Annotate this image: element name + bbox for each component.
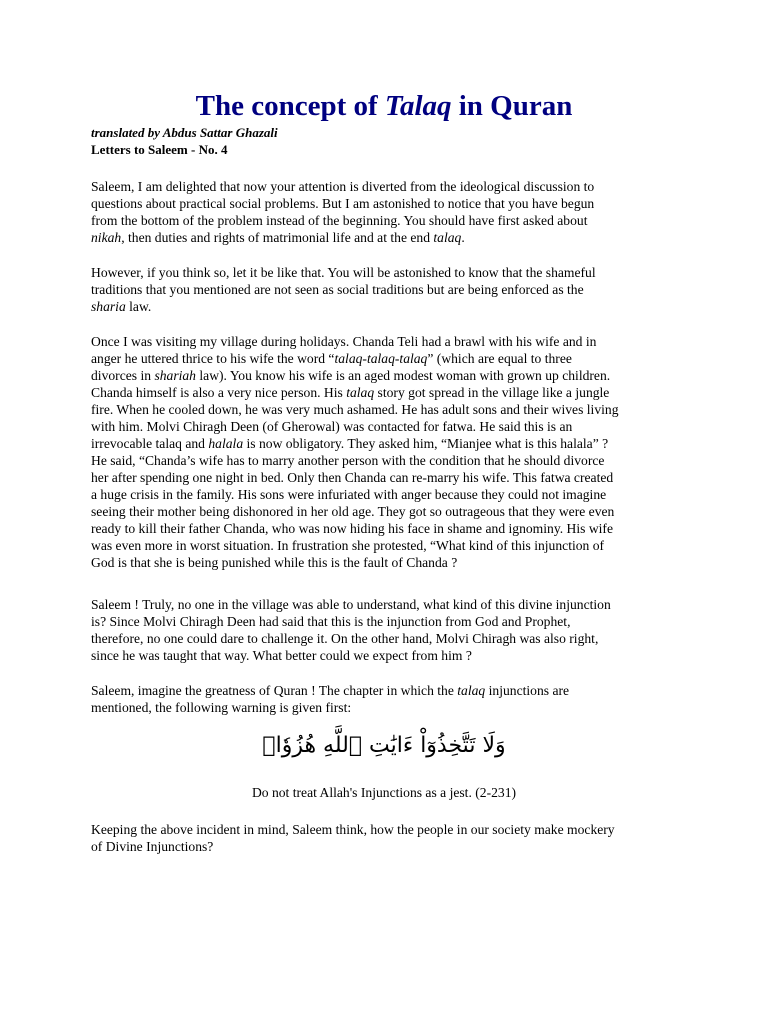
paragraph-line <box>91 418 681 435</box>
text-run: divorces in <box>91 368 155 383</box>
paragraph <box>91 682 681 716</box>
paragraph-line <box>91 350 681 367</box>
text-run: He said, “Chanda’s wife has to marry another person with the condition that he should divorce <box>91 453 605 468</box>
paragraph-line <box>91 699 681 716</box>
italic-term: nikah <box>91 230 122 245</box>
paragraph-line <box>91 838 681 855</box>
byline: translated by Abdus Sattar Ghazali <box>91 125 278 140</box>
text-run: ready to kill their father Chanda, who was now hiding his face in shame and ignominy. His wife <box>91 521 613 536</box>
paragraph-line <box>91 333 681 350</box>
paragraph-line <box>91 682 681 699</box>
text-run: was even more in worst situation. In frustration she protested, “What kind of this injunction of <box>91 538 605 553</box>
paragraph-line <box>91 212 681 229</box>
italic-term: talaq <box>346 385 375 400</box>
text-run: Once I was visiting my village during holidays. Chanda Teli had a brawl with his wife and in <box>91 334 597 349</box>
paragraph-line <box>91 367 681 384</box>
paragraph-line <box>91 503 681 520</box>
italic-term: halala <box>208 436 244 451</box>
text-run: law). You know his wife is an aged modest woman with grown up children. <box>195 368 611 383</box>
paragraph-line <box>91 821 681 838</box>
text-run: from the bottom of the problem instead of the beginning. You should have first asked about <box>91 213 588 228</box>
text-run: since he was taught that way. What better could we expect from him ? <box>91 648 472 663</box>
paragraph-line <box>91 264 681 281</box>
text-run: Keeping the above incident in mind, Saleem think, how the people in our society make mockery <box>91 822 615 837</box>
italic-term: talaq <box>433 230 462 245</box>
paragraph <box>91 333 681 571</box>
italic-term: shariah <box>154 368 196 383</box>
series-label: Letters to Saleem - No. 4 <box>91 142 228 157</box>
text-run: traditions that you mentioned are not seen as social traditions but are being enforced as the <box>91 282 584 297</box>
text-run: is? Since Molvi Chiragh Deen had said that this is the injunction from God and Prophet, <box>91 614 571 629</box>
title-text-end: in Quran <box>451 90 573 122</box>
paragraph-line <box>91 401 681 418</box>
arabic-verse: وَلَا تَتَّخِذُوٓاْ ءَايَٰتِ ٱللَّهِ هُزُوٗاۚ <box>262 733 506 758</box>
text-run: Saleem ! Truly, no one in the village was able to understand, what kind of this divine injunction <box>91 597 611 612</box>
text-run: questions about practical social problems. But I am astonished to notice that you have begun <box>91 196 595 211</box>
text-run: . <box>461 230 465 245</box>
paragraph-line <box>91 596 681 613</box>
paragraph <box>91 264 681 315</box>
document-title <box>0 88 768 124</box>
text-run: story got spread in the village like a jungle <box>374 385 610 400</box>
text-run: mentioned, the following warning is given first: <box>91 700 352 715</box>
text-run: seeing their mother being dishonored in her old age. They got so outrageous that they were even <box>91 504 615 519</box>
italic-term: talaq-talaq-talaq <box>334 351 428 366</box>
paragraph-line <box>91 630 681 647</box>
text-run: is now obligatory. They asked him, “Mianjee what is this halala” ? <box>243 436 609 451</box>
text-run: injunctions are <box>485 683 570 698</box>
paragraph-line <box>91 554 681 571</box>
paragraph-line <box>91 452 681 469</box>
title-text-start: The concept of <box>195 90 385 122</box>
text-run: Chanda himself is also a very nice person. His <box>91 385 347 400</box>
text-run: , then duties and rights of matrimonial life and at the end <box>121 230 434 245</box>
paragraph-line <box>91 647 681 664</box>
text-run: with him. Molvi Chiragh Deen (of Gherowal) was contacted for fatwa. He said this is an <box>91 419 573 434</box>
paragraph-line <box>91 281 681 298</box>
paragraph-line <box>91 298 681 315</box>
verse-translation: Do not treat Allah's Injunctions as a jest. (2-231) <box>251 785 517 800</box>
text-run: a huge crisis in the family. His sons were infuriated with anger because they could not imagine <box>91 487 607 502</box>
paragraph-line <box>91 469 681 486</box>
text-run: law. <box>125 299 152 314</box>
paragraph-line <box>91 435 681 452</box>
paragraph-line <box>91 520 681 537</box>
text-run: Saleem, imagine the greatness of Quran ! The chapter in which the <box>91 683 458 698</box>
paragraph-line <box>91 537 681 554</box>
paragraph-line <box>91 195 681 212</box>
paragraph-line <box>91 178 681 195</box>
text-run: God is that she is being punished while this is the fault of Chanda ? <box>91 555 458 570</box>
text-run: anger he uttered thrice to his wife the word “ <box>91 351 335 366</box>
text-run: Saleem, I am delighted that now your attention is diverted from the ideological discussion to <box>91 179 595 194</box>
paragraph <box>91 178 681 246</box>
paragraph <box>91 596 681 664</box>
paragraph-line <box>91 384 681 401</box>
paragraph <box>91 821 681 855</box>
text-run: However, if you think so, let it be like that. You will be astonished to know that the shameful <box>91 265 596 280</box>
text-run: irrevocable talaq and <box>91 436 209 451</box>
paragraph-line <box>91 613 681 630</box>
paragraph-line <box>91 486 681 503</box>
text-run: of Divine Injunctions? <box>91 839 214 854</box>
text-run: therefore, no one could dare to challenge it. On the other hand, Molvi Chiragh was also right, <box>91 631 599 646</box>
title-text-italic: Talaq <box>384 90 452 122</box>
italic-term: sharia <box>91 299 126 314</box>
text-run: fire. When he cooled down, he was very much ashamed. He has adult sons and their wives living <box>91 402 619 417</box>
text-run: her after spending one night in bed. Only then Chanda can re-marry his wife. This fatwa created <box>91 470 614 485</box>
paragraph-line <box>91 229 681 246</box>
text-run: ” (which are equal to three <box>427 351 572 366</box>
italic-term: talaq <box>457 683 486 698</box>
